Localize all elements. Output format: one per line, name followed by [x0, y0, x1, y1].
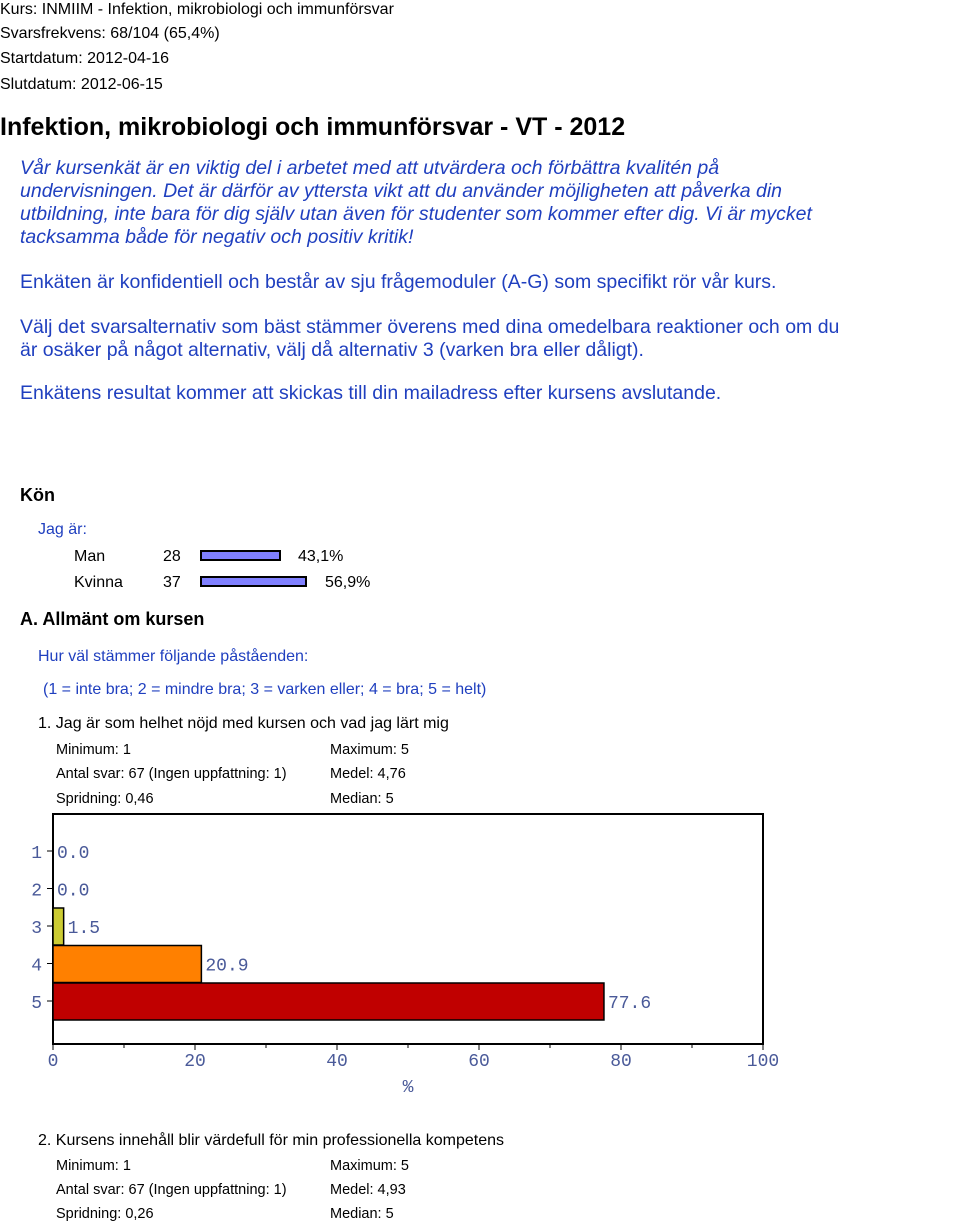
intro-line: Välj det svarsalternativ som bäst stämmer överens med dina omedelbara reaktioner och om du — [20, 316, 840, 338]
gender-count: 37 — [163, 574, 181, 591]
chart-value-label: 0.0 — [57, 881, 90, 902]
gender-label: Man — [74, 548, 106, 565]
chart-category-label: 5 — [31, 994, 42, 1014]
question-1-maximum: Maximum: 5 — [330, 742, 409, 758]
chart-x-tick-label: 0 — [47, 1052, 59, 1072]
question-1-chart — [0, 812, 800, 1102]
chart-category-label: 4 — [31, 956, 42, 977]
page-title: Infektion, mikrobiologi och immunförsvar - VT - 2012 — [0, 113, 626, 141]
question-1-minimum: Minimum: 1 — [56, 742, 131, 758]
intro-line: tacksamma både för negativ och positiv kritik! — [20, 226, 414, 248]
question-1-median: Median: 5 — [330, 791, 394, 807]
intro-line: Vår kursenkät är en viktig del i arbetet med att utvärdera och förbättra kvalitén på — [20, 157, 720, 179]
question-2-minimum: Minimum: 1 — [56, 1158, 131, 1174]
section-a-question: Hur väl stämmer följande påståenden: — [38, 648, 309, 665]
chart-value-label: 77.6 — [607, 994, 652, 1014]
chart-value-label: 20.9 — [205, 956, 249, 977]
chart-category-label: 2 — [31, 881, 42, 902]
question-2-spread: Spridning: 0,26 — [56, 1206, 154, 1222]
chart-value-label: 0.0 — [57, 844, 90, 864]
chart-x-tick-label: 80 — [610, 1052, 632, 1072]
chart-category-label: 1 — [31, 844, 42, 864]
section-a-heading: A. Allmänt om kursen — [20, 609, 205, 629]
chart-x-tick-label: 20 — [184, 1052, 206, 1072]
chart-x-tick-label: 40 — [326, 1052, 348, 1072]
gender-percent: 56,9% — [325, 574, 371, 591]
intro-line: är osäker på något alternativ, välj då alternativ 3 (varken bra eller dåligt). — [20, 339, 644, 361]
section-a-scale: (1 = inte bra; 2 = mindre bra; 3 = varken eller; 4 = bra; 5 = helt) — [43, 681, 487, 698]
course-name: Kurs: INMIIM - Infektion, mikrobiologi och immunförsvar — [0, 1, 394, 18]
gender-percent: 43,1% — [298, 548, 344, 565]
response-rate: Svarsfrekvens: 68/104 (65,4%) — [0, 25, 220, 42]
intro-paragraph-1 — [20, 157, 955, 249]
question-1-answers: Antal svar: 67 (Ingen uppfattning: 1) — [56, 766, 287, 782]
chart-x-axis-label: % — [402, 1078, 414, 1098]
intro-paragraph-2: Enkäten är konfidentiell och består av sju frågemoduler (A-G) som specifikt rör vår kurs. — [20, 271, 777, 293]
question-2-mean: Medel: 4,93 — [330, 1182, 406, 1198]
question-2-maximum: Maximum: 5 — [330, 1158, 409, 1174]
intro-line: undervisningen. Det är därför av yttersta vikt att du använder möjligheten att påverka din — [20, 180, 783, 202]
chart-x-tick-label: 100 — [746, 1052, 780, 1072]
intro-paragraph-4: Enkätens resultat kommer att skickas till din mailadress efter kursens avslutande. — [20, 382, 722, 404]
question-1-mean: Medel: 4,76 — [330, 766, 406, 782]
gender-bar — [200, 576, 307, 587]
chart-x-tick-label: 60 — [468, 1052, 490, 1072]
gender-heading: Kön — [20, 485, 55, 505]
gender-count: 28 — [163, 548, 181, 565]
intro-line: utbildning, inte bara för dig själv utan även för studenter som kommer efter dig. Vi är mycket — [20, 203, 812, 225]
intro-paragraph-3 — [20, 316, 960, 362]
chart-bar — [53, 983, 604, 1020]
chart-category-label: 3 — [31, 919, 42, 939]
question-2-median: Median: 5 — [330, 1206, 394, 1222]
chart-bar — [53, 946, 201, 983]
start-date: Startdatum: 2012-04-16 — [0, 50, 169, 67]
question-1-text: 1. Jag är som helhet nöjd med kursen och vad jag lärt mig — [38, 715, 449, 732]
end-date: Slutdatum: 2012-06-15 — [0, 76, 163, 93]
chart-bar — [53, 908, 64, 945]
question-2-answers: Antal svar: 67 (Ingen uppfattning: 1) — [56, 1182, 287, 1198]
gender-bar — [200, 550, 281, 561]
question-2-text: 2. Kursens innehåll blir värdefull för min professionella kompetens — [38, 1132, 505, 1149]
chart-value-label: 1.5 — [67, 919, 101, 939]
question-1-spread: Spridning: 0,46 — [56, 791, 154, 807]
gender-label: Kvinna — [74, 574, 123, 591]
gender-question: Jag är: — [38, 521, 87, 538]
